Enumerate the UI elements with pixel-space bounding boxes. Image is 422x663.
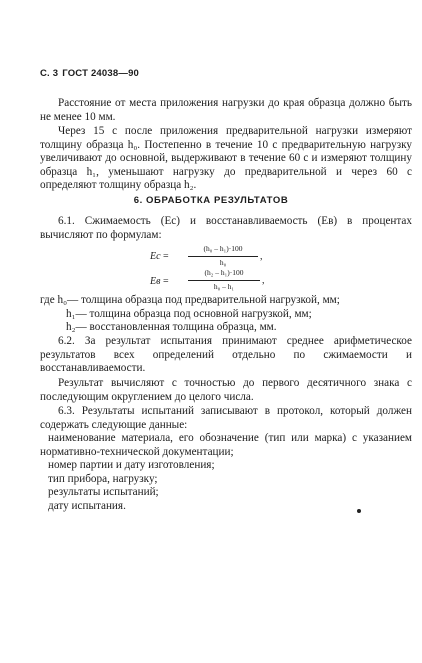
list-item: результаты испытаний; [48,486,159,499]
formula2-eq: = [162,276,169,287]
formula2-tail: , [262,275,265,286]
formula1-tail: , [260,251,263,262]
list-item: дату испытания. [48,499,126,512]
stray-dot-mark [357,509,361,513]
list-item: тип прибора, нагрузку; [48,472,158,485]
formula1-lhs: Eс [150,251,161,262]
formula1-denominator: h₀ [219,258,227,267]
definition-h0-text: — толщина образца под предварительной нагрузкой, мм; [66,294,340,306]
paragraph-measurement: Через 15 с после приложения предварительной нагрузки измеряют толщину образца h₀. Постепенно в течение 10 с предварительную нагрузку увеличивают до основной, выдерживают в течение 60 с и измеряют толщину образца h₁, уменьшают нагрузку до предварительной и через 60 с определяют толщину образца h₂. [40,125,412,192]
paragraph-distance: Расстояние от места приложения нагрузки до края образца должно быть не менее 10 мм. [40,97,412,123]
section-title: 6. ОБРАБОТКА РЕЗУЛЬТАТОВ [133,195,289,206]
list-item: номер партии и дату изготовления; [48,459,215,472]
formula2-fraction-line [188,280,260,281]
definition-h1-text: — толщина образца под основной нагрузкой, мм; [75,307,312,320]
variable-definitions [40,294,340,335]
list-item: наименование материала, его обозначение (тип или марка) с указанием нормативно-технической документации; [40,432,412,458]
paragraph-6-1: 6.1. Сжимаемость (Eс) и восстанавливаемость (Eв) в процентах вычисляют по формулам: [40,215,412,241]
paragraph-rounding: Результат вычисляют с точностью до первого десятичного знака с последующим округлением до целого числа. [40,377,412,403]
definition-h1 [40,308,340,322]
paragraph-6-3: 6.3. Результаты испытаний записывают в протокол, который должен содержать следующие данные: [40,405,412,431]
protocol-list [40,432,412,514]
definition-h2-symbol: h₂ [66,321,76,334]
definition-h0-symbol: где h₀ [40,294,67,306]
formula2-denominator: h₀ – h₁ [213,282,235,291]
page-number: С. 3 [40,68,59,79]
definition-h1-symbol: h₁ [66,307,76,320]
paragraph-6-2: 6.2. За результат испытания принимают среднее арифметическое результатов всех определений отдельно по сжимаемости и восстанавливаемости. [40,335,412,375]
formula1-numerator: (h₀ – h₁)·100 [203,244,243,253]
standard-number: ГОСТ 24038—90 [62,68,140,79]
definition-h0 [40,294,340,308]
formula1-fraction-line [188,256,258,257]
formula2-lhs: Eв [150,276,161,287]
page-header [40,68,143,79]
formula1-eq: = [163,251,169,262]
formula2-numerator: (h₂ – h₁)·100 [204,268,244,277]
definition-h2 [40,321,340,335]
definition-h2-text: — восстановленная толщина образца, мм. [75,321,277,334]
